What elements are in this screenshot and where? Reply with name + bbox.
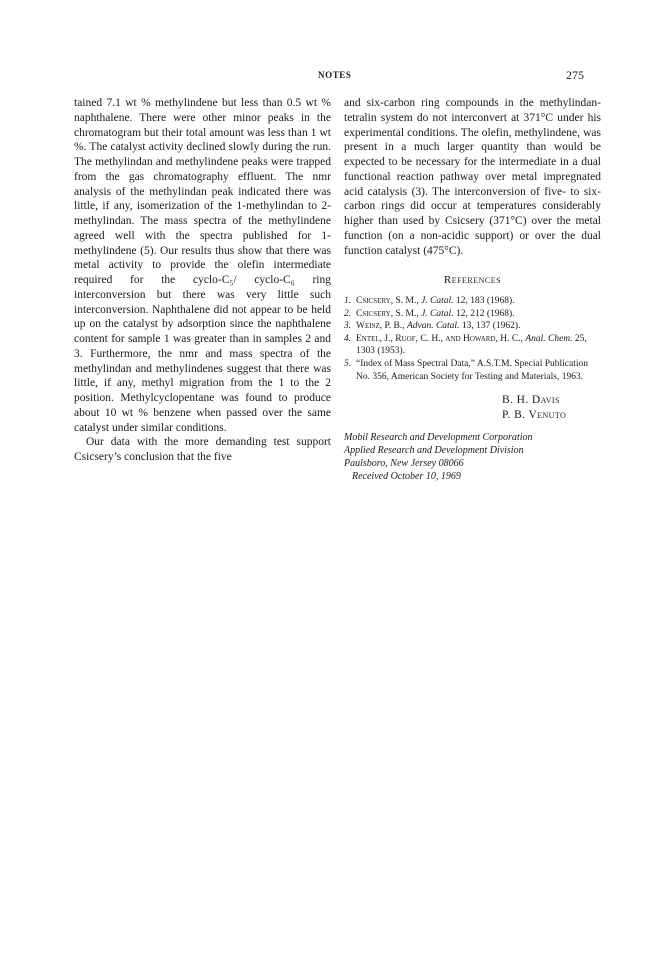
reference-journal: J. Catal. xyxy=(421,308,454,319)
reference-number: 1. xyxy=(344,296,352,306)
reference-number: 5. xyxy=(344,358,352,369)
reference-author: Weisz, P. B., xyxy=(356,321,405,332)
reference-journal: Anal. Chem. xyxy=(525,333,573,344)
reference-citation: 12, 183 (1968). xyxy=(455,296,515,306)
references-heading: References xyxy=(443,274,502,287)
right-column xyxy=(344,96,601,483)
reference-text xyxy=(356,320,601,333)
references-list xyxy=(344,295,601,383)
page-number: 275 xyxy=(566,68,584,82)
affiliation-line: Applied Research and Development Division xyxy=(344,445,524,457)
body-paragraph: tained 7.1 wt % methylindene but less than 0.5 wt % naphthalene. There were other minor peaks in the chromatogram but their total amount was less than 1 wt %. The catalyst activity declined slowly during the run. The methylindan and methylindene peaks were trapped from the gas chromatography effluent. The nmr analysis of the methylindan peak indicated there was little, if any, isomerization of the 1-methylindan to 2-methylindan. The mass spectra of the methylindene agreed well with the spectra published for 1-methylindene (5). Our results thus show that there was metal activity to provide the olefin intermediate required for the cyclo-C₅/ cyclo-C₆ ring interconversion but there was very little such interconversion. Naphthalene did not appear to be held up on the catalyst by adsorption since the naphthalene content for sample 1 was greater than in samples 2 and 3. Furthermore, the nmr and mass spectra of the methylindan and methylindenes suggest that there was little, if any, methyl migration from the 1 to the 2 position. Methylcyclopentane was found to produce about 10 wt % benzene when passed over the same catalyst under similar conditions. xyxy=(74,97,331,434)
body-paragraph: Our data with the more demanding test support Csicsery’s conclusion that the five xyxy=(74,436,331,463)
reference-number: 3. xyxy=(344,321,352,332)
reference-author: Csicsery, S. M., xyxy=(356,308,419,319)
reference-journal: Advan. Catal. xyxy=(406,321,460,332)
reference-item xyxy=(344,320,601,333)
reference-citation: 25, 1303 (1953). xyxy=(356,333,587,357)
reference-number: 4. xyxy=(344,333,352,344)
reference-item xyxy=(344,333,601,358)
author-name: B. H. Davis xyxy=(502,394,560,407)
reference-item xyxy=(344,295,601,308)
reference-item xyxy=(344,358,601,383)
reference-citation: 13, 137 (1962). xyxy=(461,321,521,332)
reference-text xyxy=(356,295,601,308)
running-header: NOTES xyxy=(318,70,352,80)
affiliation-block xyxy=(344,431,601,483)
author-block xyxy=(502,393,601,423)
reference-number: 2. xyxy=(344,308,352,319)
received-date: Received October 10, 1969 xyxy=(352,471,461,483)
reference-text: “Index of Mass Spectral Data,” A.S.T.M. Special Publication No. 356, American Society for Testing and Materials, 1963. xyxy=(356,358,588,382)
reference-citation: 12, 212 (1968). xyxy=(455,308,515,319)
reference-text xyxy=(356,333,601,358)
left-column xyxy=(74,96,331,465)
affiliation-line: Mobil Research and Development Corporation xyxy=(344,432,533,444)
reference-author: Csicsery, S. M., xyxy=(356,296,419,306)
author-name: P. B. Venuto xyxy=(502,409,567,422)
reference-item xyxy=(344,308,601,321)
body-paragraph: and six-carbon ring compounds in the methylindan-tetralin system do not interconvert at 371°C under his experimental conditions. The olefin, methylindene, was present in a much larger quantity than would be expected to be necessary for the intermediate in a dual functional reaction pathway over metal impregnated acid catalysis (3). The interconversion of five- to six-carbon rings did occur at temperatures considerably higher than used by Csicsery (371°C) over the metal function (on a non-acidic support) or over the dual function catalyst (475°C). xyxy=(344,97,601,257)
reference-author: Entel, J., Ruof, C. H., and Howard, H. C., xyxy=(356,333,523,344)
affiliation-line: Paulsboro, New Jersey 08066 xyxy=(344,458,464,470)
reference-text xyxy=(356,308,601,321)
reference-journal: J. Catal. xyxy=(421,296,454,306)
